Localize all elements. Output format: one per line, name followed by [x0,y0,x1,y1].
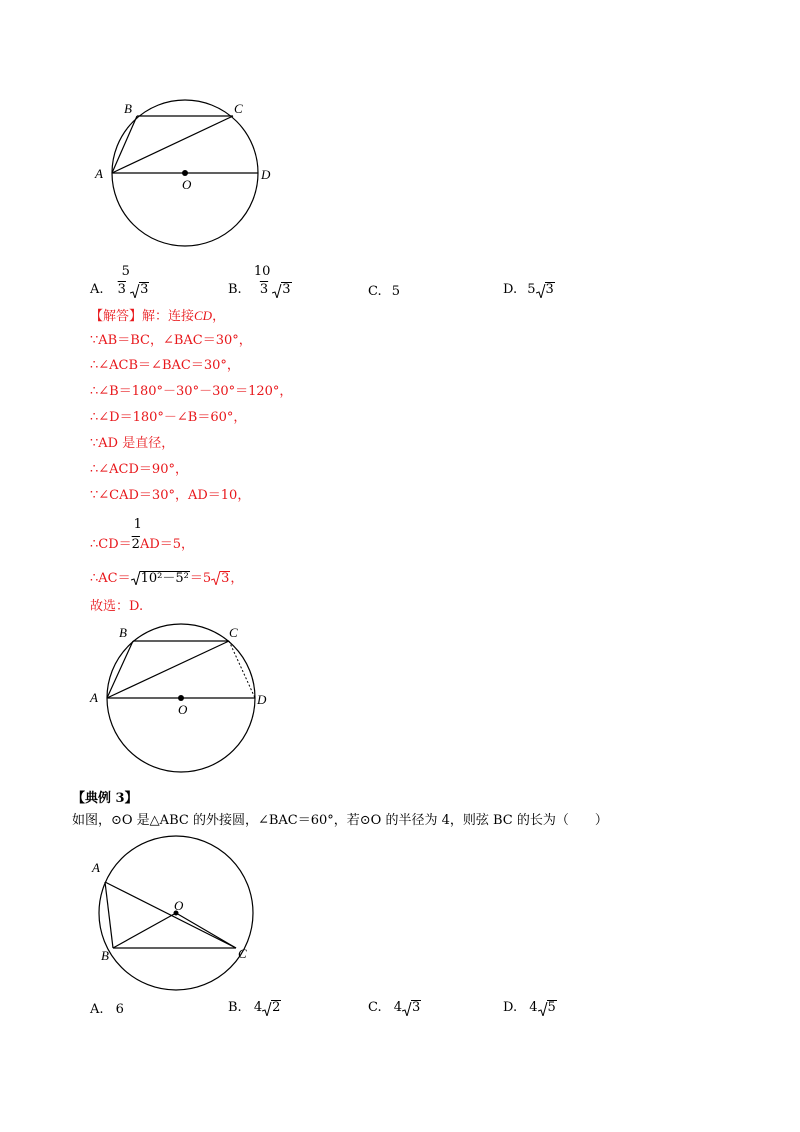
solution-line-11: 故选：D. [90,599,144,614]
option-b-denominator: 3 [259,282,269,297]
figure-circle-3 [88,830,278,1000]
chord-ab [112,116,137,173]
solution-line-7: ∴∠ACD＝90°， [90,462,188,477]
option-c[interactable] [368,284,400,300]
chord-ab [107,641,133,698]
option-d-radicand: 3 [545,282,554,297]
option-c-3-coefficient: 4 [393,1000,403,1015]
fraction-numerator: 1 [133,517,142,532]
solution-line-10: ∴AC＝ 10²－5²＝5 3， [90,571,244,586]
option-a-denominator: 3 [117,282,126,297]
solution-line-8: ∵∠CAD＝30°，AD＝10， [90,488,251,503]
label-c: C [238,946,247,961]
solution-line-5: ∴∠D＝180°－∠B＝60°， [90,410,247,425]
figure-circle-1 [90,92,280,254]
option-d-label: D. [503,282,518,297]
option-c-3-label: C. [368,1000,382,1015]
option-b-radicand: 3 [282,282,291,297]
option-d-3-label: D. [503,1000,518,1015]
option-b-3-coefficient: 4 [253,1000,263,1015]
option-a[interactable] [90,264,149,298]
option-b-numerator: 10 [253,264,271,279]
option-b-3[interactable] [228,1000,281,1016]
label-o: O [182,177,192,192]
label-o: O [178,702,188,717]
label-o: O [174,898,184,913]
label-a: A [92,860,100,875]
center-point [182,170,188,176]
radius-oc [176,913,236,948]
option-c-label: C. [368,284,382,299]
label-a: A [90,690,98,705]
radicand-10sq-minus-5sq: 10²－5² [140,571,189,586]
option-b-3-label: B. [228,1000,242,1015]
option-d-3[interactable] [503,1000,557,1016]
chord-ac [105,882,236,948]
label-d: D [261,167,271,182]
center-point [178,695,184,701]
radius-ob [113,913,176,948]
option-a-radicand: 3 [140,282,149,297]
label-b: B [101,948,109,963]
solution-line-6: ∵AD 是直径， [90,436,175,451]
option-a-3[interactable] [90,1002,124,1018]
option-a-3-label: A. [90,1002,104,1017]
option-a-3-value: 6 [115,1002,124,1017]
radicand-3: 3 [221,571,230,586]
option-c-value: 5 [391,284,401,299]
option-a-numerator: 5 [121,264,130,279]
option-b[interactable] [228,264,292,298]
example-3-heading: 【典例 3】 [72,791,138,806]
chord-ab [105,882,113,948]
figure-circle-2 [88,618,278,778]
fraction-denominator: 2 [131,537,140,552]
solution-line-2: ∵AB＝BC，∠BAC＝30°， [90,333,252,348]
option-d-3-coefficient: 4 [529,1000,538,1015]
solution-line-1: 【解答】解：连接CD， [90,308,226,324]
solution-line-9: ∴CD＝ $\frac{1}{2}AD=5$， [90,517,195,552]
option-d-coefficient: 5 [527,282,536,297]
solution-line-4: ∴∠B＝180°－30°－30°＝120°， [90,384,293,399]
option-c-3[interactable] [368,1000,421,1016]
example-3-question: 如图，⊙O 是△ABC 的外接圆，∠BAC＝60°，若⊙O 的半径为 4，则弦 BC 的长为（ ） [72,813,608,828]
label-c: C [234,101,243,116]
label-a: A [95,166,103,181]
solution-line-3: ∴∠ACB＝∠BAC＝30°， [90,358,240,373]
option-d-3-radicand: 5 [547,1000,556,1015]
option-b-label: B. [228,282,242,297]
label-b: B [124,101,132,116]
option-b-3-radicand: 2 [272,1000,281,1015]
label-b: B [119,625,127,640]
option-c-3-radicand: 3 [412,1000,421,1015]
option-d[interactable] [503,282,555,298]
label-d: D [257,692,267,707]
label-c: C [229,625,238,640]
chord-cd-dashed [229,641,255,698]
option-a-label: A. [90,282,104,297]
